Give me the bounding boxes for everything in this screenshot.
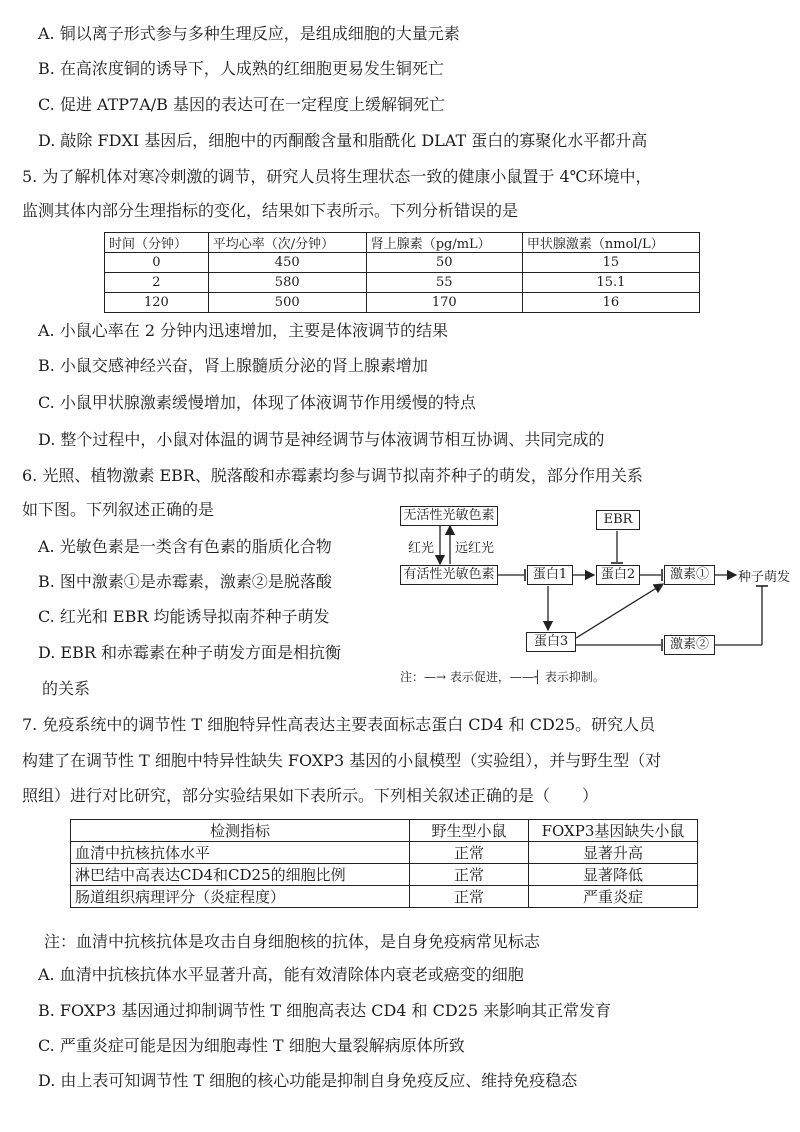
table-cell: 淋巴结中高表达CD4和CD25的细胞比例 <box>71 864 410 886</box>
q6-option-a: A. 光敏色素是一类含有色素的脂质化合物 <box>38 537 332 556</box>
table-row <box>105 253 700 273</box>
q5-option-d: D. 整个过程中，小鼠对体温的调节是神经调节与体液调节相互协调、共同完成的 <box>38 430 605 449</box>
table-cell: 500 <box>208 293 366 313</box>
table-cell: 450 <box>208 253 366 273</box>
hormone1-box: 激素① <box>664 565 715 585</box>
table-cell: 正常 <box>410 842 529 864</box>
q5-option-c: C. 小鼠甲状腺激素缓慢增加，体现了体液调节作用缓慢的特点 <box>38 393 476 412</box>
q4-option-a: A. 铜以离子形式参与多种生理反应，是组成细胞的大量元素 <box>38 24 460 43</box>
q7-stem-line3: 照组）进行对比研究，部分实验结果如下表所示。下列相关叙述正确的是（ ） <box>22 786 599 805</box>
q7-option-c: C. 严重炎症可能是因为细胞毒性 T 细胞大量裂解病原体所致 <box>38 1036 465 1055</box>
table-cell: 15.1 <box>522 273 699 293</box>
table-cell: 55 <box>366 273 522 293</box>
q6-option-b: B. 图中激素①是赤霉素，激素②是脱落酸 <box>38 572 332 591</box>
table-cell: 16 <box>522 293 699 313</box>
table-cell: 严重炎症 <box>529 886 698 908</box>
q7-stem-line1: 7. 免疫系统中的调节性 T 细胞特异性高表达主要表面标志蛋白 CD4 和 CD25。研究人员 <box>22 715 656 734</box>
active-phytochrome-box: 有活性光敏色素 <box>400 565 498 585</box>
table-header-cell: FOXP3基因缺失小鼠 <box>529 820 698 842</box>
table-cell: 显著降低 <box>529 864 698 886</box>
q5-option-b: B. 小鼠交感神经兴奋，肾上腺髓质分泌的肾上腺素增加 <box>38 356 428 375</box>
q6-stem-line1: 6. 光照、植物激素 EBR、脱落酸和赤霉素均参与调节拟南芥种子的萌发，部分作用关系 <box>22 466 643 485</box>
protein3-box: 蛋白3 <box>526 632 576 652</box>
table-header-cell: 时间（分钟） <box>105 233 209 253</box>
table-cell: 显著升高 <box>529 842 698 864</box>
q5-stem-line1: 5. 为了解机体对寒冷刺激的调节，研究人员将生理状态一致的健康小鼠置于 4℃环境中， <box>22 167 652 186</box>
far-red-label: 远红光 <box>455 541 495 556</box>
table-cell: 正常 <box>410 886 529 908</box>
q7-note: 注：血清中抗核抗体是攻击自身细胞核的抗体，是自身免疫病常见标志 <box>44 932 541 951</box>
q5-option-a: A. 小鼠心率在 2 分钟内迅速增加，主要是体液调节的结果 <box>38 321 449 340</box>
table-header-cell: 甲状腺激素（nmol/L） <box>522 233 699 253</box>
table-cell: 2 <box>105 273 209 293</box>
diagram-legend-note: 注：—→ 表示促进，——┤ 表示抑制。 <box>400 670 605 684</box>
q6-stem-line2: 如下图。下列叙述正确的是 <box>22 500 215 519</box>
q4-option-d: D. 敲除 FDXI 基因后，细胞中的丙酮酸含量和脂酰化 DLAT 蛋白的寡聚化水平都升高 <box>38 131 648 150</box>
table-row <box>71 886 698 908</box>
table-row <box>105 273 700 293</box>
table-header-row <box>105 233 700 253</box>
q7-table <box>70 819 698 908</box>
table-header-row <box>71 820 698 842</box>
table-cell: 肠道组织病理评分（炎症程度） <box>71 886 410 908</box>
table-cell: 50 <box>366 253 522 273</box>
q5-table <box>104 232 700 313</box>
q4-option-c: C. 促进 ATP7A/B 基因的表达可在一定程度上缓解铜死亡 <box>38 95 446 114</box>
protein3-to-hormone1-arrow <box>576 584 663 638</box>
table-cell: 120 <box>105 293 209 313</box>
q5-stem-line2: 监测其体内部分生理指标的变化，结果如下表所示。下列分析错误的是 <box>22 201 519 220</box>
hormone2-box: 激素② <box>664 635 715 655</box>
q6-option-c: C. 红光和 EBR 均能诱导拟南芥种子萌发 <box>38 607 330 626</box>
table-header-cell: 野生型小鼠 <box>410 820 529 842</box>
q7-option-b: B. FOXP3 基因通过抑制调节性 T 细胞高表达 CD4 和 CD25 来影响其正常发育 <box>38 1001 612 1020</box>
q7-option-d: D. 由上表可知调节性 T 细胞的核心功能是抑制自身免疫反应、维持免疫稳态 <box>38 1071 578 1090</box>
red-light-label: 红光 <box>408 541 435 556</box>
table-row <box>105 293 700 313</box>
protein2-box: 蛋白2 <box>596 565 640 585</box>
table-header-cell: 检测指标 <box>71 820 410 842</box>
table-cell: 0 <box>105 253 209 273</box>
table-row <box>71 842 698 864</box>
table-cell: 15 <box>522 253 699 273</box>
ebr-box: EBR <box>596 510 640 530</box>
table-cell: 正常 <box>410 864 529 886</box>
protein1-box: 蛋白1 <box>527 565 573 585</box>
table-header-cell: 平均心率（次/分钟） <box>208 233 366 253</box>
table-cell: 580 <box>208 273 366 293</box>
q6-option-d: D. EBR 和赤霉素在种子萌发方面是相抗衡 <box>38 643 342 662</box>
table-cell: 170 <box>366 293 522 313</box>
table-header-cell: 肾上腺素（pg/mL） <box>366 233 522 253</box>
table-row <box>71 864 698 886</box>
q7-option-a: A. 血清中抗核抗体水平显著升高，能有效清除体内衰老或癌变的细胞 <box>38 965 524 984</box>
table-cell: 血清中抗核抗体水平 <box>71 842 410 864</box>
germination-label: 种子萌发 <box>738 570 791 585</box>
q4-option-b: B. 在高浓度铜的诱导下，人成熟的红细胞更易发生铜死亡 <box>38 59 444 78</box>
q7-stem-line2: 构建了在调节性 T 细胞中特异性缺失 FOXP3 基因的小鼠模型（实验组），并与野生型（对 <box>22 751 662 770</box>
inactive-phytochrome-box: 无活性光敏色素 <box>400 506 498 526</box>
q6-option-d-continued: 的关系 <box>42 679 91 698</box>
q6-regulation-diagram <box>398 500 798 700</box>
